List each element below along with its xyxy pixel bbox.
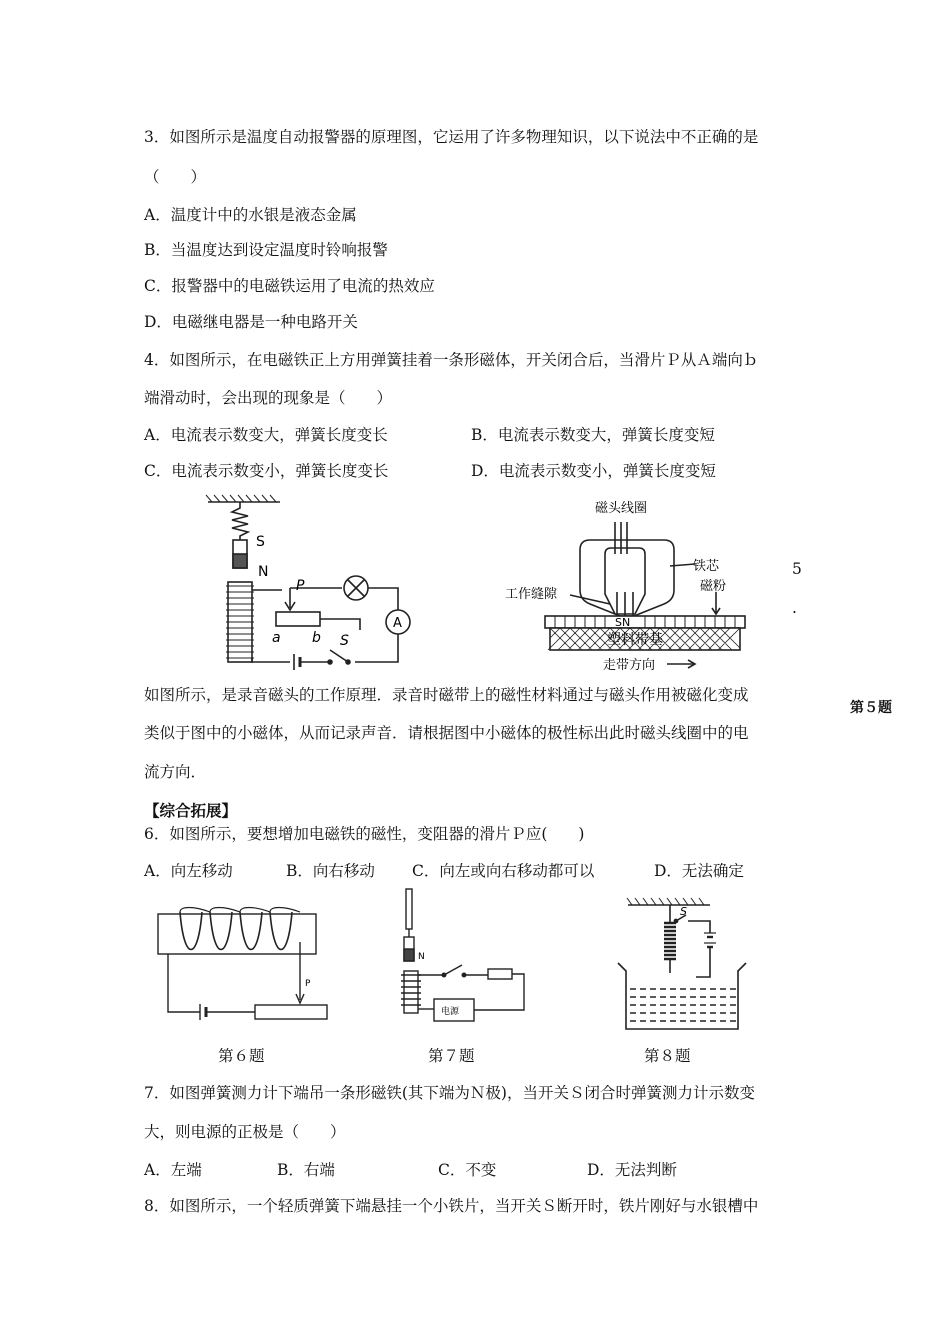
fig4-label-s: S bbox=[256, 534, 265, 550]
q6-option-a: A．向左移动 bbox=[144, 862, 233, 880]
fig8-label-s: S bbox=[680, 905, 687, 918]
q4-option-a: A．电流表示数变大，弹簧长度变长 bbox=[144, 426, 388, 444]
q6-option-c: C．向左或向右移动都可以 bbox=[412, 862, 595, 880]
fig5-sn-label: SN bbox=[615, 616, 631, 629]
fig5-coil-label: 磁头线圈 bbox=[595, 501, 648, 516]
q4-stem-line2: 端滑动时，会出现的现象是（ ） bbox=[144, 389, 393, 407]
fig5-base-label: 塑料带基 bbox=[607, 632, 663, 648]
fig7-caption: 第７题 bbox=[428, 1047, 475, 1065]
q3-stem: 3．如图所示是温度自动报警器的原理图，它运用了许多物理知识，以下说法中不正确的是 bbox=[144, 128, 759, 146]
fig4-label-switch: S bbox=[340, 633, 349, 649]
q3-option-a: A．温度计中的水银是液态金属 bbox=[144, 206, 357, 224]
q7-stem-line2: 大，则电源的正极是（ ） bbox=[144, 1123, 346, 1141]
q4-option-c: C．电流表示数变小，弹簧长度变长 bbox=[144, 462, 389, 480]
q6-stem: 6．如图所示，要想增加电磁铁的磁性，变阻器的滑片Ｐ应( ) bbox=[144, 825, 585, 843]
fig5-gap-label: 工作缝隙 bbox=[505, 587, 558, 602]
fig6-caption: 第６题 bbox=[218, 1047, 265, 1065]
fig7-power-label: 电源 bbox=[441, 1007, 460, 1017]
q6-option-d: D．无法确定 bbox=[654, 862, 744, 880]
q5-line1: 如图所示，是录音磁头的工作原理．录音时磁带上的磁性材料通过与磁头作用被磁化变成 bbox=[144, 686, 749, 704]
q3-option-b: B．当温度达到设定温度时铃响报警 bbox=[144, 241, 388, 259]
fig4-label-n: N bbox=[258, 564, 269, 580]
figure-5-recording-head bbox=[495, 492, 815, 672]
q7-option-a: A．左端 bbox=[144, 1161, 202, 1179]
fig4-label-p: P bbox=[296, 578, 305, 594]
fig4-label-a: a bbox=[272, 630, 281, 646]
figure-7-spring-balance bbox=[392, 885, 552, 1025]
q5-line2: 类似于图中的小磁体，从而记录声音．请根据图中小磁体的极性标出此时磁头线圈中的电 bbox=[144, 724, 749, 742]
q3-option-d: D．电磁继电器是一种电路开关 bbox=[144, 313, 358, 331]
q3-blank: （ ） bbox=[144, 168, 207, 186]
q6-option-b: B．向右移动 bbox=[286, 862, 375, 880]
q7-stem-line1: 7．如图弹簧测力计下端吊一条形磁铁(其下端为Ｎ极)，当开关Ｓ闭合时弹簧测力计示数变 bbox=[144, 1084, 755, 1102]
q4-option-b: B．电流表示数变大，弹簧长度变短 bbox=[471, 426, 715, 444]
figure-4-circuit bbox=[190, 490, 430, 670]
q5-number: 5 bbox=[792, 560, 802, 578]
fig7-label-n: N bbox=[418, 952, 425, 962]
fig6-label-p: P bbox=[305, 979, 311, 989]
q3-option-c: C．报警器中的电磁铁运用了电流的热效应 bbox=[144, 277, 435, 295]
q7-option-c: C．不变 bbox=[438, 1161, 497, 1179]
fig8-caption: 第８题 bbox=[644, 1047, 691, 1065]
q5-line3: 流方向． bbox=[144, 763, 207, 781]
q5-side-label: 第５题 bbox=[850, 700, 892, 716]
fig5-core-label: 铁芯 bbox=[693, 559, 720, 574]
figure-6-electromagnet bbox=[150, 902, 340, 1027]
figure-8-mercury-trough bbox=[610, 893, 760, 1033]
q7-option-d: D．无法判断 bbox=[587, 1161, 677, 1179]
fig5-direction-label: 走带方向 bbox=[603, 658, 656, 673]
fig4-label-b: b bbox=[312, 630, 321, 646]
section-heading: 【综合拓展】 bbox=[144, 802, 238, 820]
q4-stem-line1: 4．如图所示，在电磁铁正上方用弹簧挂着一条形磁体，开关闭合后，当滑片Ｐ从Ａ端向ｂ bbox=[144, 351, 759, 369]
fig4-ammeter-label: A bbox=[393, 616, 402, 631]
q4-option-d: D．电流表示数变小，弹簧长度变短 bbox=[471, 462, 716, 480]
q5-dot: . bbox=[792, 599, 797, 617]
q8-stem: 8．如图所示，一个轻质弹簧下端悬挂一个小铁片，当开关Ｓ断开时，铁片刚好与水银槽中 bbox=[144, 1197, 759, 1215]
q7-option-b: B．右端 bbox=[277, 1161, 335, 1179]
fig5-powder-label: 磁粉 bbox=[700, 579, 727, 594]
